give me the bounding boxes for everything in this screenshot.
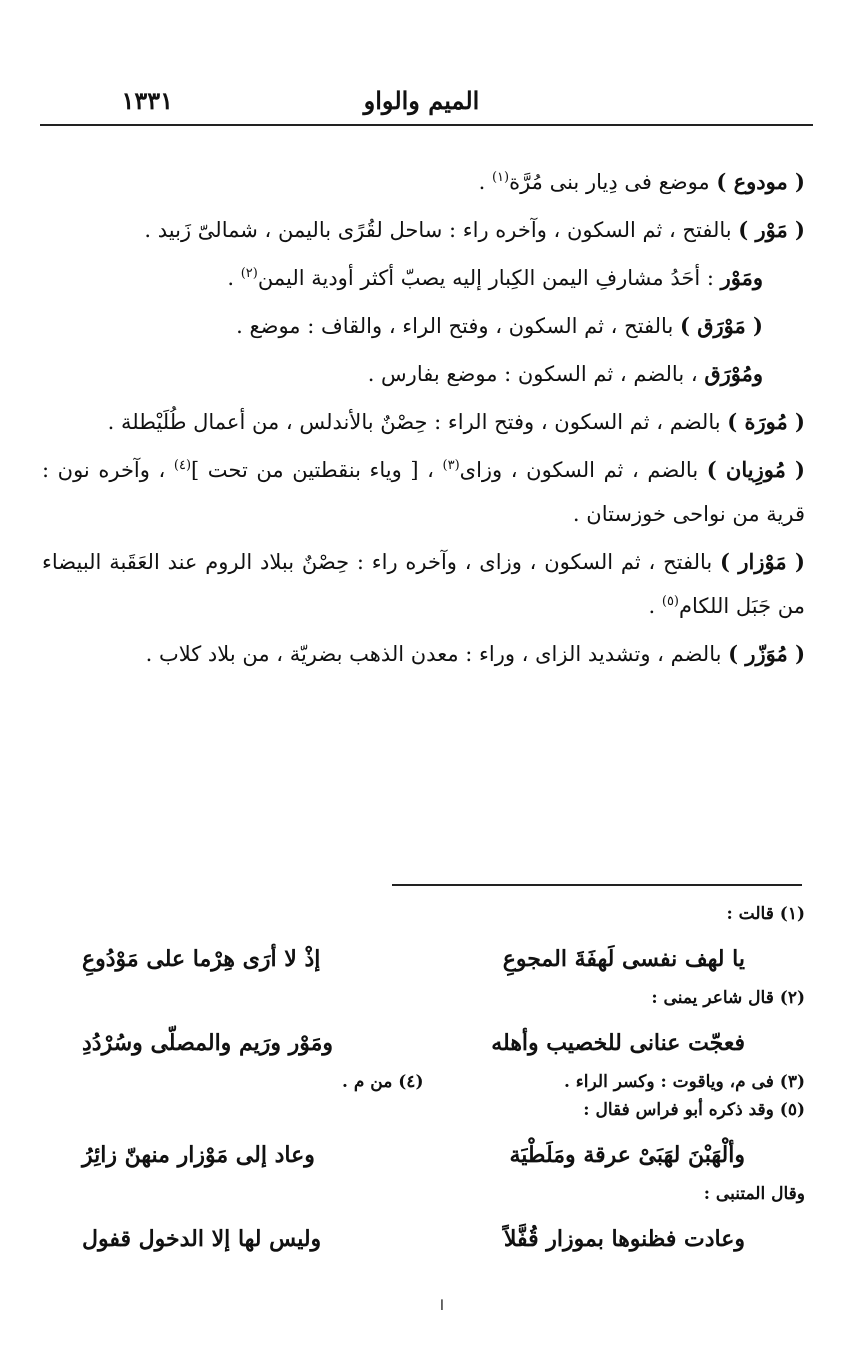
verse-first-hemistich: يا لهف نفسى لَهفَةَ المجوعِ xyxy=(502,946,745,972)
entry-9 xyxy=(42,632,805,676)
entry-tail: ، وآخره نون : قرية من نواحى خوزستان . xyxy=(42,458,805,526)
entry-text-2: ، [ وياء بنقطتين من تحت ] xyxy=(191,458,443,482)
footnote-rule xyxy=(392,884,802,886)
verse-second-hemistich: وليس لها إلا الدخول قفول xyxy=(82,1226,322,1252)
footnote-2-verse xyxy=(42,1012,805,1068)
entry-7 xyxy=(42,448,805,536)
entry-headword: ( مُورَة ) xyxy=(727,409,805,434)
entry-text: موضع فى دِيار بنى مُرَّة xyxy=(509,170,717,194)
signature-mark: ا xyxy=(440,1298,444,1314)
entry-headword: ( مُوزِيان ) xyxy=(706,457,805,482)
footnote-4: (٤) من م . xyxy=(342,1072,424,1092)
entry-2 xyxy=(42,208,805,252)
entry-text: : أحَدُ مشارفِ اليمن الكِبار إليه يصبّ أكثر أودية اليمن xyxy=(257,266,721,290)
entry-text: بالضم ، ثم السكون ، وزاى xyxy=(459,458,707,482)
verse-first-hemistich: فعجّت عنانى للخصيب وأهله xyxy=(491,1030,745,1056)
entry-text: بالضم ، ثم السكون ، وفتح الراء : حِصْنٌ بالأندلس ، من أعمال طُلَيْطلة . xyxy=(107,410,728,434)
footnote-3: (٣) فى م، وياقوت : وكسر الراء . xyxy=(563,1072,805,1092)
entry-text: بالفتح ، ثم السكون ، وزاى ، وآخره راء : حِصْنٌ ببلاد الروم عند العَقَبة البيضاء من جَبَل اللكام xyxy=(42,550,805,618)
entry-headword: ( مُوَزّر ) xyxy=(728,641,805,666)
footnote-5-label: (٥) وقد ذكره أبو فراس فقال : xyxy=(583,1100,805,1120)
verse-first-hemistich: وعادت فظنوها بموزار قُفَّلاً xyxy=(503,1226,745,1252)
verse-second-hemistich: وعاد إلى مَوْزار منهنّ زائِرُ xyxy=(82,1142,315,1168)
footnote-6-verse xyxy=(42,1208,805,1264)
verse-first-hemistich: وألْهَبْنَ لهَبَىْ عرقة ومَلَطْيَة xyxy=(509,1142,745,1168)
entry-tail: . xyxy=(478,170,492,194)
entry-text: ، بالضم ، ثم السكون : موضع بفارس . xyxy=(367,362,705,386)
entry-4 xyxy=(42,304,805,348)
verse-second-hemistich: إذْ لا أرَى هِرْما على مَوْدُوعِ xyxy=(82,946,321,972)
entry-8 xyxy=(42,540,805,628)
verse-second-hemistich: ومَوْر ورَيم والمصلّى وسُرْدُدِ xyxy=(82,1030,334,1056)
entry-6 xyxy=(42,400,805,444)
entry-headword: ( مودوع ) xyxy=(716,169,805,194)
entry-headword: ( مَوْزار ) xyxy=(720,549,805,574)
footnote-ref: (٤) xyxy=(173,458,192,473)
footnote-1-label: (١) قالت : xyxy=(726,904,805,924)
footnote-ref: (٥) xyxy=(661,594,679,609)
footnote-ref: (٣) xyxy=(442,458,460,473)
entry-headword: ( مَوْر ) xyxy=(738,217,805,242)
entry-tail: . xyxy=(648,594,662,618)
entry-text: بالفتح ، ثم السكون ، وآخره راء : ساحل لقُرًى باليمن ، شمالىّ زَبيد . xyxy=(144,218,739,242)
entry-1 xyxy=(42,160,805,204)
entry-headword: ( مَوْرَق ) xyxy=(679,313,763,338)
footnote-1-verse xyxy=(42,928,805,984)
entry-text: بالضم ، وتشديد الزاى ، وراء : معدن الذهب بضريّة ، من بلاد كلاب . xyxy=(145,642,729,666)
entry-tail: . xyxy=(227,266,241,290)
page-number: ١٣٣١ xyxy=(121,86,173,115)
footnote-6-label: وقال المتنبى : xyxy=(703,1184,805,1204)
entry-5 xyxy=(42,352,805,396)
footnotes xyxy=(42,900,805,1264)
entry-headword: ومَوْر xyxy=(720,265,763,290)
entry-text: بالفتح ، ثم السكون ، وفتح الراء ، والقاف : موضع . xyxy=(236,314,680,338)
entry-3 xyxy=(42,256,805,300)
running-title: الميم والواو xyxy=(363,86,480,115)
footnote-3-4-row xyxy=(42,1068,805,1096)
footnote-5-verse xyxy=(42,1124,805,1180)
footnote-ref: (١) xyxy=(491,170,510,185)
page-header xyxy=(40,82,803,124)
entry-headword: ومُوْرَق xyxy=(704,361,763,386)
footnote-2-label: (٢) قال شاعر يمنى : xyxy=(651,988,805,1008)
header-rule xyxy=(40,124,813,126)
footnote-ref: (٢) xyxy=(240,266,258,281)
page-body xyxy=(42,160,805,680)
